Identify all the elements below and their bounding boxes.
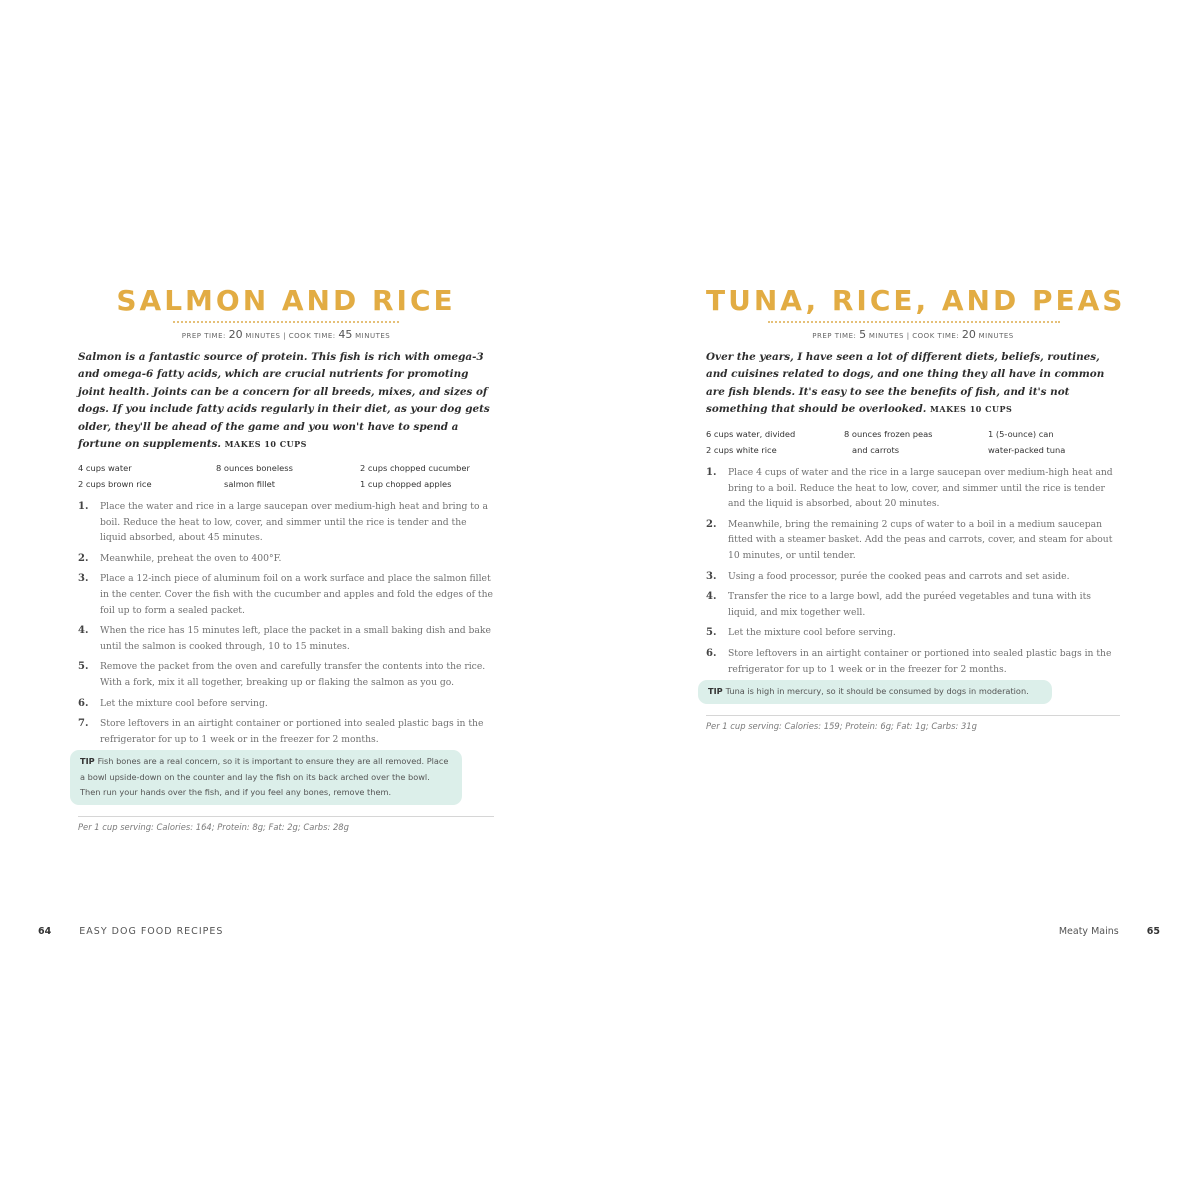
step-text: Place a 12-inch piece of aluminum foil on a work surface and place the salmon fillet in the center. Cover the fish with the cucumber and apples and fold the edges of the foil up to form a sealed packet. xyxy=(100,573,493,616)
directions-list xyxy=(78,499,494,752)
intro-text: Over the years, I have seen a lot of different diets, beliefs, routines, and cuisines related to dogs, and one thing they all have in common are fish blends. It's easy to see the benefits of fish, and it's not something that should be overlooked. xyxy=(706,351,1105,416)
step-number: 1. xyxy=(78,501,89,512)
ingredients-column xyxy=(976,426,1120,458)
direction-step xyxy=(78,716,494,747)
ingredient-item: salmon fillet xyxy=(224,479,275,489)
step-number: 2. xyxy=(706,518,717,530)
cook-label: COOK TIME: xyxy=(288,332,336,340)
direction-step xyxy=(706,646,1120,677)
ingredient-item: 2 cups white rice xyxy=(706,445,777,455)
step-number: 1. xyxy=(706,467,717,478)
step-text: Remove the packet from the oven and carefully transfer the contents into the rice. With a fork, mix it all together, breaking up or flaking the salmon as you go. xyxy=(100,661,486,688)
step-text: Store leftovers in an airtight container or portioned into sealed plastic bags in the refrigerator for up to 1 week or in the freezer for 2 months. xyxy=(728,647,1112,675)
recipe-intro xyxy=(706,349,1120,419)
ingredients-column xyxy=(78,460,212,492)
step-number: 6. xyxy=(78,697,89,709)
prep-value: 5 xyxy=(859,328,867,341)
ingredients-list xyxy=(78,460,494,492)
direction-step xyxy=(706,465,1120,512)
step-text: Store leftovers in an airtight container or portioned into sealed plastic bags in the refrigerator for up to 1 week or in the freezer for 2 months. xyxy=(100,718,484,745)
ingredients-list xyxy=(706,426,1120,458)
tip-label: TIP xyxy=(708,686,723,696)
title-divider xyxy=(768,321,1060,323)
direction-step xyxy=(706,625,1120,641)
tip-text: Fish bones are a real concern, so it is important to ensure they are all removed. Place a bowl upside-down on the counter and lay the fish on its back arched over the bowl. Then run your hands over the fish, and if you feel any bones, remove them. xyxy=(80,756,449,798)
intro-text: Salmon is a fantastic source of protein. This fish is rich with omega-3 and omega-6 fatty acids, which are crucial nutrients for promoting joint health. Joints can be a concern for all breeds, mixes, and sizes of dogs. If you include fatty acids regularly in their diet, as your dog gets older, they'll be ahead of the game and you won't have to spend a fortune on supplements. xyxy=(78,351,490,451)
recipe-title: SALMON AND RICE xyxy=(116,284,456,317)
title-divider xyxy=(173,321,399,323)
direction-step xyxy=(78,571,494,618)
tip-label: TIP xyxy=(80,756,95,766)
recipe-title: TUNA, RICE, AND PEAS xyxy=(706,284,1126,317)
direction-step xyxy=(78,499,494,546)
step-text: Place 4 cups of water and the rice in a large saucepan over medium-high heat and bring to a boil. Reduce the heat to low, cover, and simmer until the rice is tender and the liquid is absorbed, about 20 minutes. xyxy=(728,467,1113,510)
step-text: Let the mixture cool before serving. xyxy=(728,627,896,639)
ingredient-item: 2 cups chopped cucumber xyxy=(360,463,470,473)
prep-value: 20 xyxy=(228,328,243,341)
direction-step xyxy=(706,517,1120,564)
nutrition-divider xyxy=(78,816,494,817)
cook-value: 45 xyxy=(338,328,353,341)
nutrition-info: Per 1 cup serving: Calories: 164; Protein: 8g; Fat: 2g; Carbs: 28g xyxy=(78,822,349,832)
cook-label: COOK TIME: xyxy=(912,332,960,340)
step-number: 7. xyxy=(78,718,89,730)
prep-label: PREP TIME: xyxy=(812,332,857,340)
page-number: 64 xyxy=(38,926,52,937)
step-number: 2. xyxy=(78,552,89,564)
nutrition-divider xyxy=(706,715,1120,716)
step-number: 4. xyxy=(78,625,89,637)
ingredient-item: 2 cups brown rice xyxy=(78,479,152,489)
ingredients-column xyxy=(212,460,350,492)
recipe-intro xyxy=(78,349,494,453)
time-separator: | xyxy=(906,332,910,340)
running-head: Meaty Mains xyxy=(1058,926,1119,937)
direction-step xyxy=(78,551,494,567)
yield-text: MAKES 10 CUPS xyxy=(930,404,1013,415)
step-number: 4. xyxy=(706,591,717,603)
left-footer xyxy=(38,926,223,937)
directions-list xyxy=(706,465,1120,682)
direction-step xyxy=(706,589,1120,620)
ingredients-column xyxy=(838,426,976,458)
step-number: 3. xyxy=(706,570,717,582)
prep-unit: MINUTES xyxy=(245,332,281,340)
prep-cook-time xyxy=(706,328,1120,341)
tip-box xyxy=(70,750,462,805)
right-page xyxy=(706,0,1126,1200)
direction-step xyxy=(78,623,494,654)
step-text: Meanwhile, preheat the oven to 400°F. xyxy=(100,552,282,564)
ingredient-item: 4 cups water xyxy=(78,463,132,473)
cook-unit: MINUTES xyxy=(355,332,391,340)
right-footer xyxy=(1059,926,1160,937)
step-text: When the rice has 15 minutes left, place the packet in a small baking dish and bake until the salmon is cooked through, 10 to 15 minutes. xyxy=(100,625,491,652)
step-text: Transfer the rice to a large bowl, add the puréed vegetables and tuna with its liquid, and mix together well. xyxy=(728,591,1092,618)
tip-box xyxy=(698,680,1052,704)
step-number: 5. xyxy=(706,627,717,639)
step-number: 6. xyxy=(706,647,717,659)
ingredient-item: 1 (5-ounce) can xyxy=(988,429,1054,439)
tip-text: Tuna is high in mercury, so it should be consumed by dogs in moderation. xyxy=(725,686,1029,696)
step-number: 5. xyxy=(78,661,89,673)
ingredient-item: and carrots xyxy=(852,445,900,455)
page-number: 65 xyxy=(1146,926,1160,937)
ingredient-item: water-packed tuna xyxy=(988,445,1066,455)
cook-value: 20 xyxy=(961,328,976,341)
step-number: 3. xyxy=(78,573,89,585)
ingredient-item: 6 cups water, divided xyxy=(706,429,796,439)
running-head: EASY DOG FOOD RECIPES xyxy=(79,926,224,937)
left-page xyxy=(78,0,494,1200)
direction-step xyxy=(706,569,1120,585)
ingredients-column xyxy=(350,460,494,492)
ingredients-column xyxy=(706,426,838,458)
prep-cook-time xyxy=(78,328,494,341)
step-text: Let the mixture cool before serving. xyxy=(100,697,268,709)
step-text: Using a food processor, purée the cooked peas and carrots and set aside. xyxy=(728,570,1070,582)
direction-step xyxy=(78,659,494,690)
yield-text: MAKES 10 CUPS xyxy=(224,439,307,450)
ingredient-item: 8 ounces boneless xyxy=(216,463,293,473)
prep-label: PREP TIME: xyxy=(181,332,226,340)
step-text: Place the water and rice in a large saucepan over medium-high heat and bring to a boil. Reduce the heat to low, cover, and simmer until the rice is tender and the liquid absorbed, about 45 minutes. xyxy=(100,501,488,544)
nutrition-info: Per 1 cup serving: Calories: 159; Protein: 6g; Fat: 1g; Carbs: 31g xyxy=(706,721,977,731)
prep-unit: MINUTES xyxy=(868,332,904,340)
step-text: Meanwhile, bring the remaining 2 cups of water to a boil in a medium saucepan fitted with a steamer basket. Add the peas and carrots, cover, and steam for about 10 minutes, or until tender. xyxy=(728,518,1113,561)
ingredient-item: 1 cup chopped apples xyxy=(360,479,452,489)
direction-step xyxy=(78,696,494,712)
ingredient-item: 8 ounces frozen peas xyxy=(844,429,933,439)
time-separator: | xyxy=(283,332,287,340)
cook-unit: MINUTES xyxy=(978,332,1014,340)
